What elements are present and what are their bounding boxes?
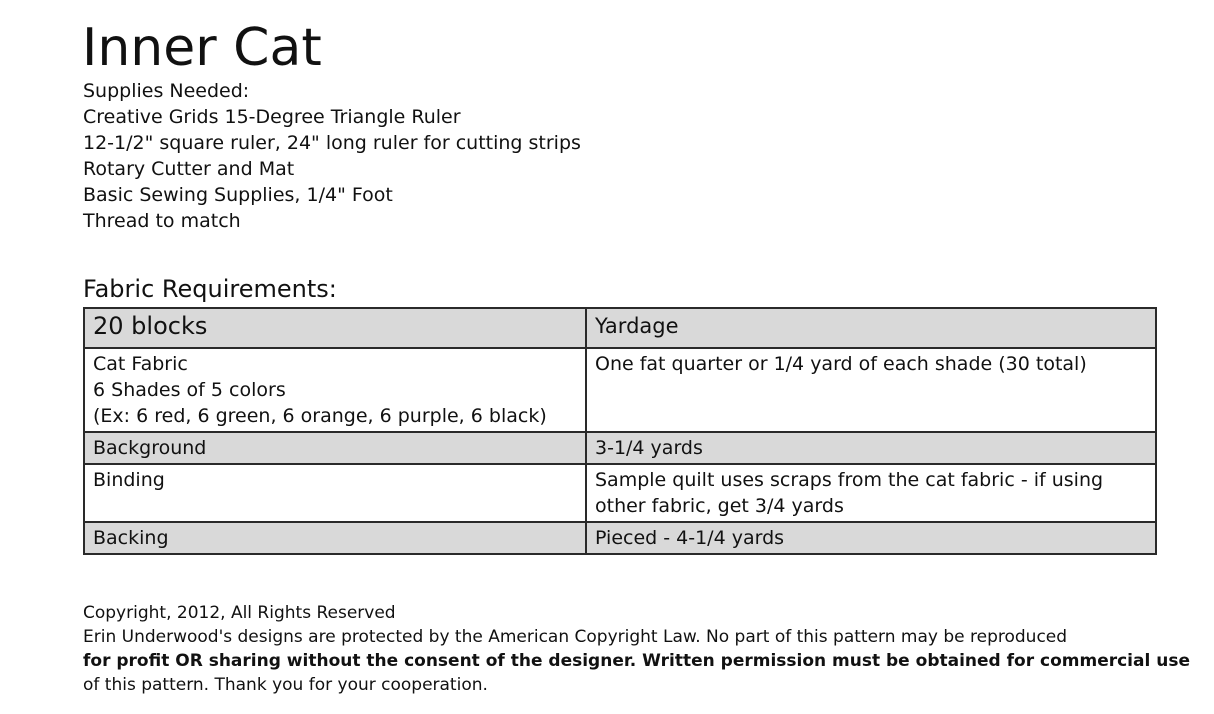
supplies-section [83,78,581,234]
copyright-notice [83,601,1190,697]
cell-line: One fat quarter or 1/4 yard of each shade (30 total) [595,353,1087,375]
fabric-item-cell [84,522,586,554]
copyright-text-line: for profit OR sharing without the consent of the designer. Written permission must be obtained for commercial use [83,651,1190,671]
supply-item: Basic Sewing Supplies, 1/4" Foot [83,184,393,206]
cell-line: Backing [93,527,169,549]
yardage-cell [586,464,1156,522]
copyright-text-line: Erin Underwood's designs are protected by the American Copyright Law. No part of this pattern may be reproduced [83,627,1068,647]
table-row [84,522,1156,554]
cell-line: Cat Fabric [93,353,188,375]
supplies-heading: Supplies Needed: [83,80,250,102]
cell-line: other fabric, get 3/4 yards [595,495,844,517]
header-blocks: 20 blocks [84,308,586,348]
yardage-cell [586,432,1156,464]
supply-item: Rotary Cutter and Mat [83,158,295,180]
cell-line: Background [93,437,207,459]
table-row [84,464,1156,522]
cell-line: Sample quilt uses scraps from the cat fabric - if using [595,469,1104,491]
fabric-item-cell [84,348,586,432]
cell-line: (Ex: 6 red, 6 green, 6 orange, 6 purple, 6 black) [93,405,547,427]
supply-item: 12-1/2" square ruler, 24" long ruler for cutting strips [83,132,581,154]
table-row [84,348,1156,432]
fabric-requirements-heading: Fabric Requirements: [83,275,337,303]
cell-line: 6 Shades of 5 colors [93,379,286,401]
header-yardage: Yardage [586,308,1156,348]
table-header-row [84,308,1156,348]
fabric-item-cell [84,432,586,464]
page-title: Inner Cat [82,18,322,78]
fabric-requirements-table [83,307,1157,555]
yardage-cell [586,348,1156,432]
supply-item: Creative Grids 15-Degree Triangle Ruler [83,106,461,128]
cell-line: 3-1/4 yards [595,437,703,459]
cell-line: Binding [93,469,165,491]
copyright-text-line: of this pattern. Thank you for your cooperation. [83,675,488,695]
supply-item: Thread to match [83,210,241,232]
table-row [84,432,1156,464]
copyright-line: Copyright, 2012, All Rights Reserved [83,603,396,623]
fabric-item-cell [84,464,586,522]
cell-line: Pieced - 4-1/4 yards [595,527,785,549]
yardage-cell [586,522,1156,554]
